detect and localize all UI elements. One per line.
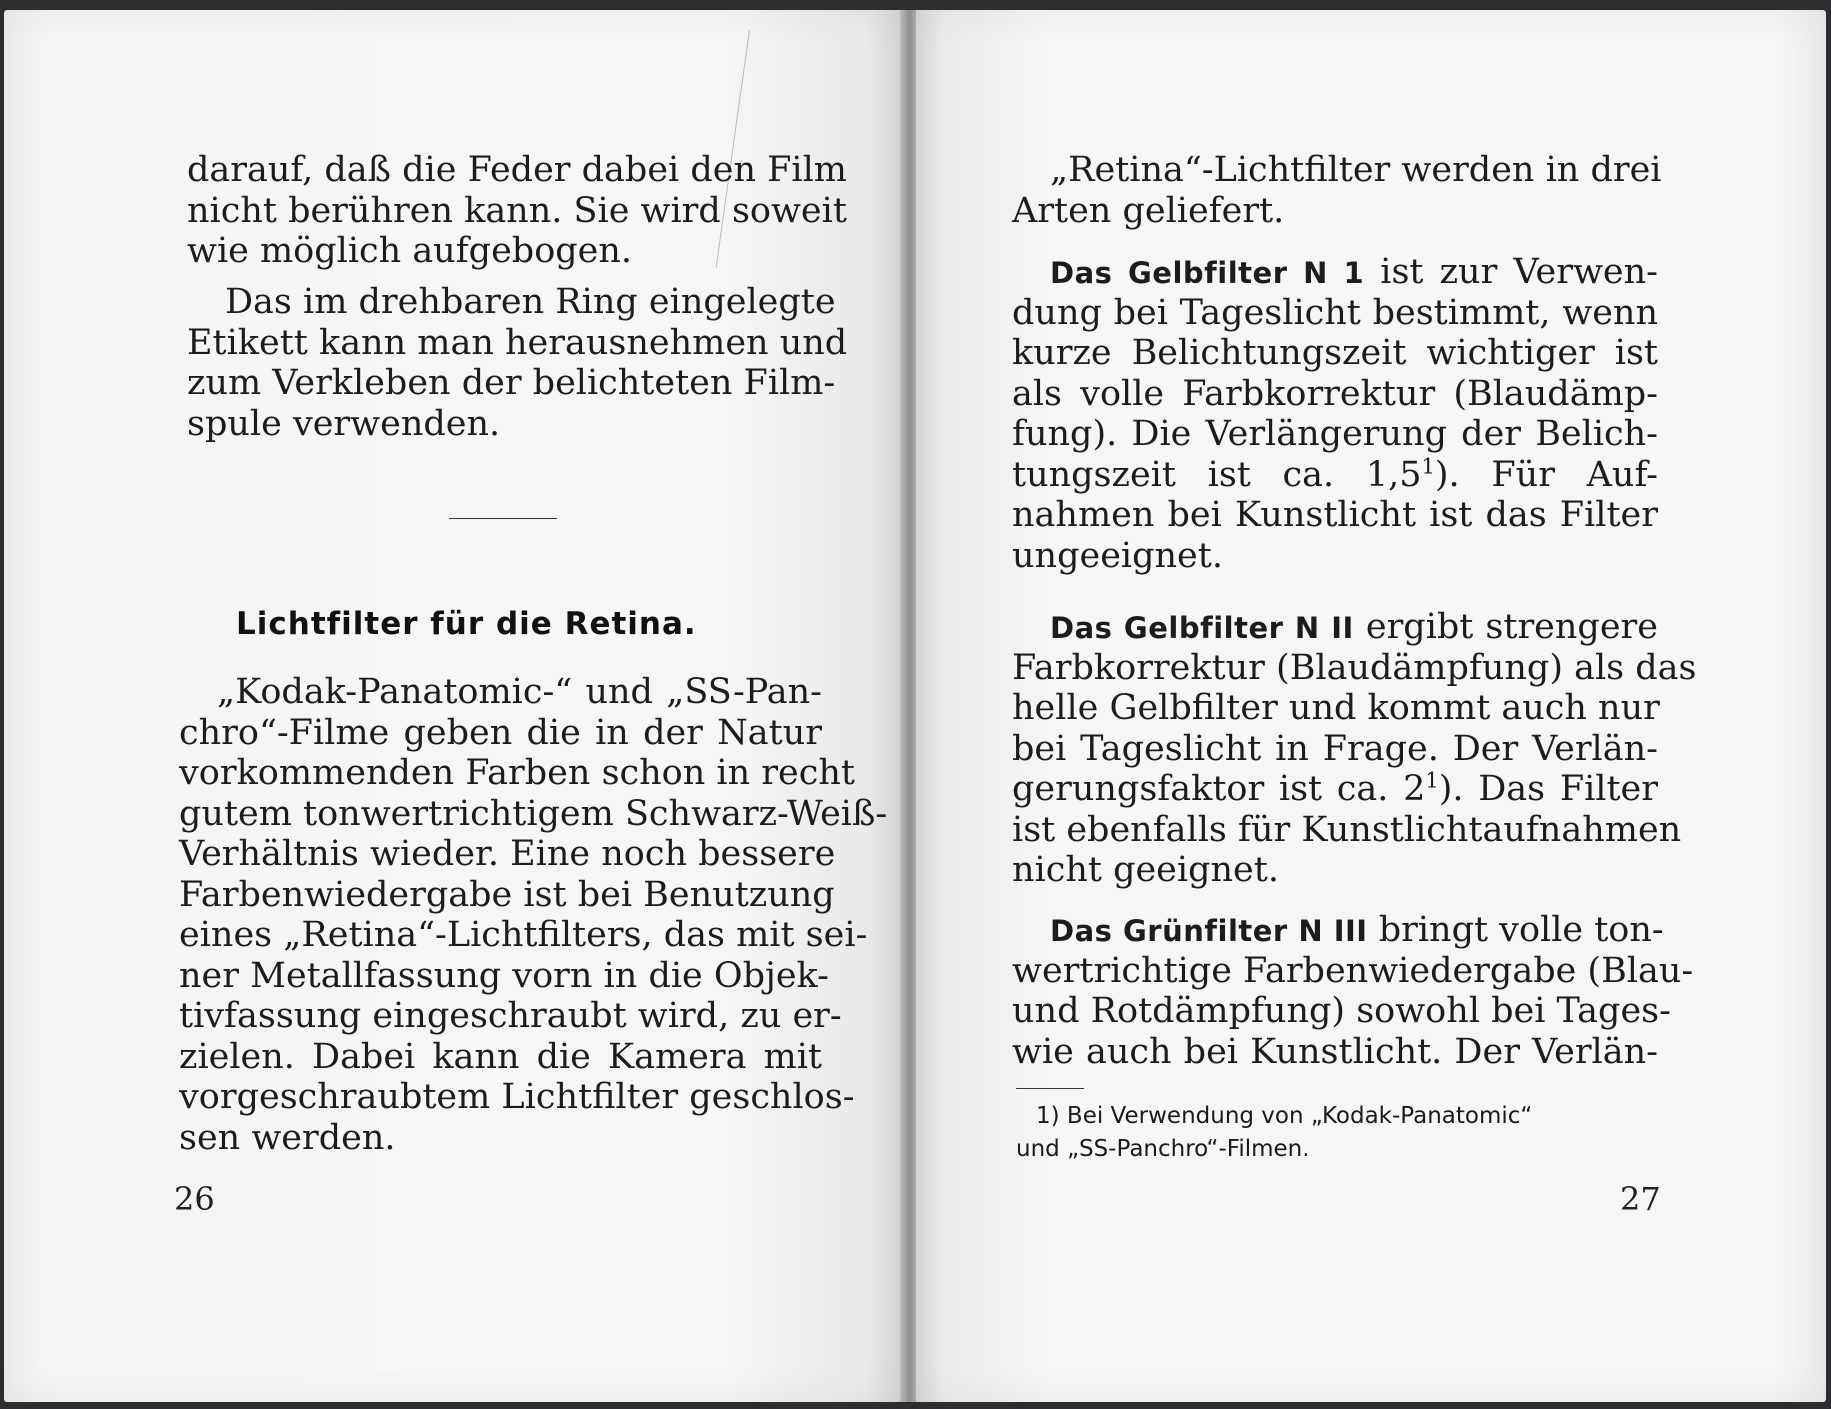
text-line: kurze Belichtungszeit wichtiger ist (1012, 333, 1658, 373)
text-fragment: gerungsfaktor ist ca. 2 (1012, 769, 1426, 809)
footnote-rule (1016, 1088, 1084, 1089)
section-divider (449, 518, 557, 519)
text-fragment: ist zur Verwen- (1380, 252, 1658, 292)
text-fragment: Bei Verwendung von „Kodak-Panatomic“ (1066, 1103, 1533, 1129)
left-paragraph-3 (179, 672, 888, 1158)
footnote (1016, 1100, 1666, 1166)
text-line: und Rotdämpfung) sowohl bei Tages- (1012, 991, 1671, 1031)
text-line: ungeeignet. (1012, 535, 1223, 576)
text-line (1012, 252, 1658, 293)
footnote-ref: 1 (1425, 768, 1439, 793)
text-line: ist ebenfalls für Kunstlichtaufnahmen (1012, 809, 1682, 850)
section-heading: Lichtfilter für die Retina. (236, 606, 697, 642)
text-line: ner Metallfassung vorn in die Objek- (179, 955, 829, 996)
text-line: zum Verkleben der belichteten Film- (187, 363, 836, 403)
text-line: „Kodak-Panatomic-“ und „SS-Pan- (217, 672, 822, 712)
filter-title: Das Gelbfilter N II (1050, 611, 1354, 645)
text-line: chro“-Filme geben die in der Natur (179, 712, 822, 753)
right-intro (1012, 150, 1662, 231)
text-line: wie möglich aufgebogen. (187, 231, 633, 271)
text-line: eines „Retina“-Lichtfilters, das mit sei- (179, 915, 868, 955)
text-line: nahmen bei Kunstlicht ist das Filter (1012, 495, 1658, 535)
filter-title: Das Gelbfilter N 1 (1050, 256, 1365, 290)
text-line: bei Tageslicht in Frage. Der Verlän- (1012, 728, 1658, 769)
text-line: tivfassung eingeschraubt wird, zu er- (179, 996, 842, 1036)
filter-2-paragraph (1012, 607, 1697, 891)
text-line: spule verwenden. (187, 403, 501, 444)
text-line: Das im drehbaren Ring eingelegte (225, 282, 836, 322)
page-number: 26 (174, 1180, 215, 1218)
text-line: Farbkorrektur (Blaudämpfung) als das (1012, 647, 1697, 688)
text-line: Verhältnis wieder. Eine noch bessere (179, 834, 836, 874)
text-line: vorkommenden Farben schon in recht (179, 753, 855, 793)
filter-1-paragraph (1012, 252, 1658, 576)
text-line (1012, 910, 1664, 951)
text-line: helle Gelbfilter und kommt auch nur (1012, 688, 1660, 728)
footnote-line: und „SS-Panchro“-Filmen. (1016, 1136, 1310, 1162)
text-fragment: ). Das Filter (1438, 769, 1658, 809)
text-line: „Retina“-Lichtfilter werden in drei (1050, 150, 1662, 190)
footnote-line (1016, 1100, 1666, 1133)
text-line: als volle Farbkorrektur (Blaudämp- (1012, 373, 1658, 414)
left-paragraph-2 (187, 282, 848, 444)
text-line: wie auch bei Kunstlicht. Der Verlän- (1012, 1031, 1658, 1072)
text-line: nicht berühren kann. Sie wird soweit (187, 190, 847, 231)
text-line: Etikett kann man herausnehmen und (187, 322, 848, 363)
text-fragment: ergibt strengere (1365, 607, 1658, 647)
text-line: vorgeschraubtem Lichtfilter geschlos- (179, 1077, 855, 1117)
page-number: 27 (1620, 1180, 1661, 1218)
footnote-marker: 1) (1036, 1103, 1060, 1129)
text-fragment: tungszeit ist ca. 1,5 (1012, 454, 1422, 495)
text-fragment: ). Für Auf- (1434, 454, 1658, 495)
left-paragraph-1 (187, 150, 847, 272)
left-page (4, 10, 904, 1402)
text-line: nicht geeignet. (1012, 850, 1279, 890)
text-line: darauf, daß die Feder dabei den Film (187, 150, 847, 190)
text-line: wertrichtige Farbenwiedergabe (Blau- (1012, 950, 1694, 991)
text-line: sen werden. (179, 1117, 396, 1158)
text-line (1012, 455, 1658, 496)
text-line (1012, 607, 1658, 648)
text-line: gutem tonwertrichtigem Schwarz-Weiß- (179, 793, 888, 834)
text-line: dung bei Tageslicht bestimmt, wenn (1012, 292, 1658, 333)
right-page (916, 10, 1826, 1402)
filter-3-paragraph (1012, 910, 1694, 1072)
footnote-ref: 1 (1421, 453, 1435, 478)
text-fragment: bringt volle ton- (1378, 910, 1664, 950)
text-line: Arten geliefert. (1012, 190, 1285, 231)
filter-title: Das Grünfilter N III (1050, 914, 1368, 948)
text-line: Farbenwiedergabe ist bei Benutzung (179, 874, 835, 915)
text-line (1012, 769, 1658, 810)
text-line: fung). Die Verlängerung der Belich- (1012, 414, 1658, 454)
text-line: zielen. Dabei kann die Kamera mit (179, 1036, 822, 1077)
